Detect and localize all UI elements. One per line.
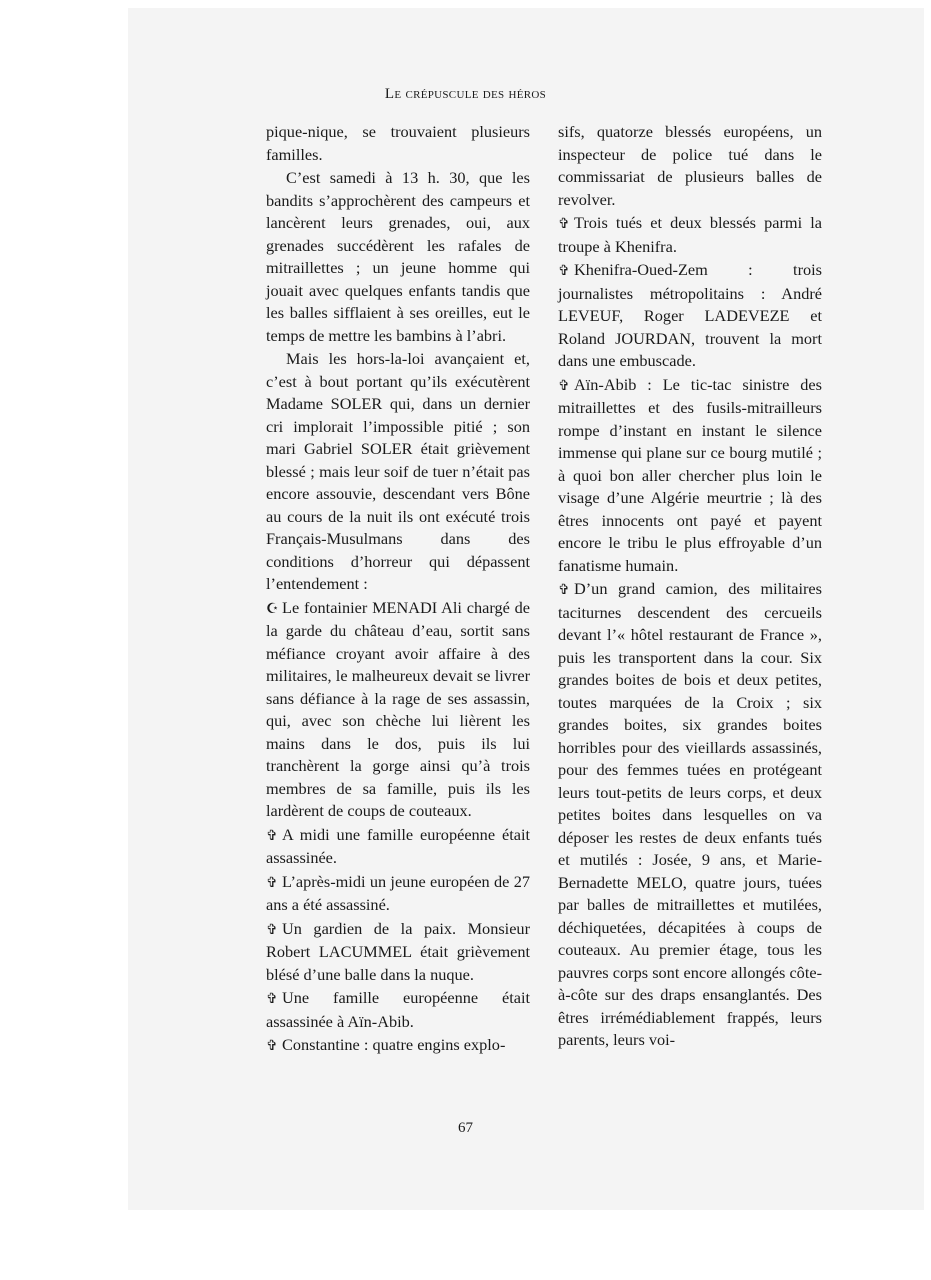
- paragraph-text: D’un grand camion, des militaires taciturnes descendent des cercueils devant l’« hôtel restaurant de France », puis les transportent dans la cour. Six grandes boites de bois et deux petites, toutes marquées de la Croix ; six grandes boites, six grandes boites horribles pour des vieillards assassinés, pour des femmes tuées en protégeant leurs tout-petits de leurs corps, et deux petites boites dans lesquelles on va déposer les restes de deux enfants tués et mutilés : Josée, 9 ans, et Marie-Bernadette MELO, quatre jours, tuées par balles de mitraillettes et mutilées, déchiquetées, décapitées à coups de couteaux. Au premier étage, tous les pauvres corps sont encore allongés côte-à-côte sur des draps ensanglantés. Des êtres irrémédiablement frappés, leurs parents, leurs voi-: [558, 579, 822, 1049]
- running-header: Le crépuscule des héros: [384, 86, 547, 102]
- crescent-icon: ☪: [266, 600, 279, 617]
- paragraph: [266, 121, 530, 166]
- paragraph-text: L’après-midi un jeune européen de 27 ans a été assassiné.: [266, 871, 530, 914]
- paragraph-text: Khenifra-Oued-Zem : trois journalistes métropolitains : André LEVEUF, Roger LADEVEZE et Roland JOURDAN, trouvent la mort dans une embuscade.: [558, 260, 822, 370]
- paragraph-text: Mais les hors-la-loi avançaient et, c’est à bout portant qu’ils exécutèrent Madame SOLER qui, dans un dernier cri implorait l’impossible pitié ; son mari Gabriel SOLER était grièvement blessé ; mais leur soif de tuer n’était pas encore assouvie, descendant vers Bône au cours de la nuit ils ont exécuté trois Français-Musulmans dans des conditions d’horreur qui dépassent l’entendement :: [266, 349, 530, 593]
- list-item: [266, 1034, 530, 1058]
- list-item: [266, 597, 530, 823]
- paragraph-text: Aïn-Abib : Le tic-tac sinistre des mitraillettes et des fusils-mitrailleurs rompe d’instant en instant le silence immense qui plane sur ce bourg mutilé ; à quoi bon aller chercher plus loin le visage d’une Algérie meurtrie ; là des êtres innocents ont payé et payent encore le tribu le plus effroyable d’un fanatisme humain.: [558, 374, 822, 575]
- list-item: [266, 987, 530, 1033]
- cross-icon: ✞: [558, 377, 570, 394]
- paragraph: [266, 348, 530, 596]
- list-item: [558, 212, 822, 258]
- paragraph-text: Un gardien de la paix. Monsieur Robert LACUMMEL était grièvement blésé d’une balle dans la nuque.: [266, 918, 530, 984]
- paragraph-text: Trois tués et deux blessés parmi la troupe à Khenifra.: [558, 213, 822, 256]
- list-item: [266, 871, 530, 917]
- paragraph-text: pique-nique, se trouvaient plusieurs familles.: [266, 122, 530, 164]
- list-item: [558, 374, 822, 578]
- cross-icon: ✞: [266, 991, 278, 1007]
- list-item: [558, 259, 822, 373]
- paragraph-text: C’est samedi à 13 h. 30, que les bandits s’approchèrent des campeurs et lancèrent leurs grenades, oui, aux grenades succédèrent les rafales de mitraillettes ; un jeune homme qui jouait avec quelques enfants tandis que les balles sifflaient à ses oreilles, eut le temps de mettre les bambins à l’abri.: [266, 168, 530, 345]
- right-text-column: [558, 121, 822, 1052]
- paragraph: [266, 167, 530, 347]
- cross-icon: ✞: [266, 874, 278, 891]
- cross-icon: ✞: [558, 582, 570, 598]
- list-item: [266, 918, 530, 987]
- paragraph-text: Le fontainier MENADI Ali chargé de la garde du château d’eau, sortit sans méfiance croyant avoir affaire à des militaires, le malheureux devait se livrer sans défiance à la rage de ses assassin, qui, avec son chèche lui lièrent les mains dans le dos, puis ils lui tranchèrent la gorge ainsi qu’à trois membres de sa famille, puis ils les lardèrent de coups de couteaux.: [266, 597, 530, 820]
- left-text-column: [266, 121, 530, 1058]
- paragraph-text: Constantine : quatre engins explo-: [282, 1035, 506, 1054]
- cross-icon: ✞: [266, 1038, 278, 1054]
- page-number: 67: [458, 1120, 473, 1136]
- paragraph-text: sifs, quatorze blessés européens, un inspecteur de police tué dans le commissariat de plusieurs balles de revolver.: [558, 122, 822, 209]
- paragraph-text: Une famille européenne était assassinée à Aïn-Abib.: [266, 988, 530, 1031]
- cross-icon: ✞: [266, 827, 278, 844]
- cross-icon: ✞: [266, 921, 278, 938]
- cross-icon: ✞: [558, 216, 570, 232]
- list-item: [266, 824, 530, 870]
- paragraph-text: A midi une famille européenne était assassinée.: [266, 824, 530, 867]
- cross-icon: ✞: [558, 263, 570, 279]
- list-item: [558, 578, 822, 1052]
- paragraph: [558, 121, 822, 211]
